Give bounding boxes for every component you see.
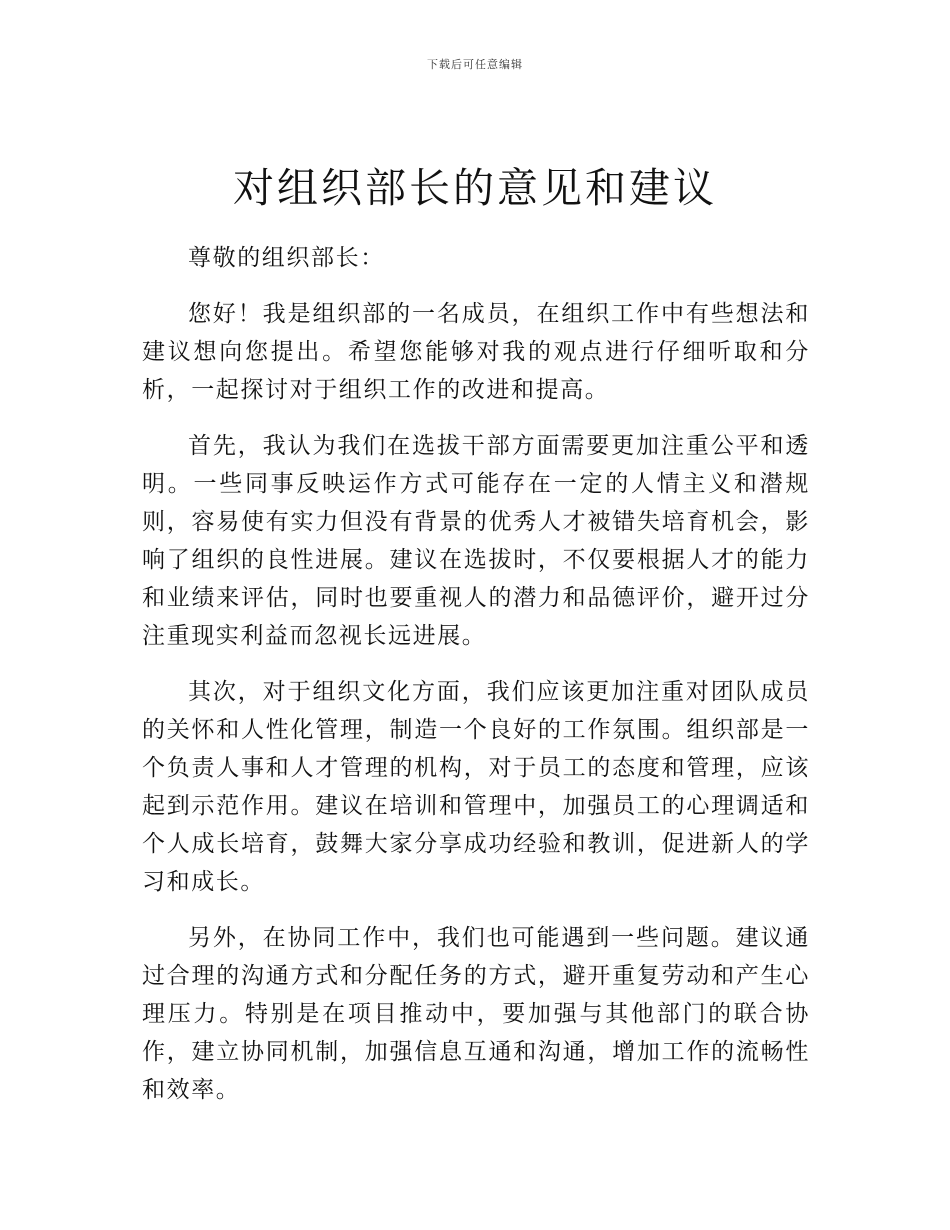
document-title: 对组织部长的意见和建议 — [233, 164, 717, 212]
paragraph-collaboration: 另外，在协同工作中，我们也可能遇到一些问题。建议通过合理的沟通方式和分配任务的方式，避开重复劳动和产生心理压力。特别是在项目推动中，要加强与其他部门的联合协作，建立协同机制，加强信息互通和沟通，增加工作的流畅性和效率。 — [142, 925, 810, 1103]
page-header-note: 下载后可任意编辑 — [427, 58, 523, 71]
paragraph-organization-culture: 其次，对于组织文化方面，我们应该更加注重对团队成员的关怀和人性化管理，制造一个良好的工作氛围。组织部是一个负责人事和人才管理的机构，对于员工的态度和管理，应该起到示范作用。建议在培训和管理中，加强员工的心理调适和个人成长培育，鼓舞大家分享成功经验和教训，促进新人的学习和成长。 — [142, 679, 810, 895]
paragraph-greeting: 您好！我是组织部的一名成员，在组织工作中有些想法和建议想向您提出。希望您能够对我的观点进行仔细听取和分析，一起探讨对于组织工作的改进和提高。 — [142, 301, 810, 403]
document-body — [142, 239, 810, 1127]
salutation: 尊敬的组织部长： — [188, 245, 385, 271]
paragraph-cadre-selection: 首先，我认为我们在选拔干部方面需要更加注重公平和透明。一些同事反映运作方式可能存在一定的人情主义和潜规则，容易使有实力但没有背景的优秀人才被错失培育机会，影响了组织的良性进展。建议在选拔时，不仅要根据人才的能力和业绩来评估，同时也要重视人的潜力和品德评价，避开过分注重现实利益而忽视长远进展。 — [142, 433, 810, 649]
